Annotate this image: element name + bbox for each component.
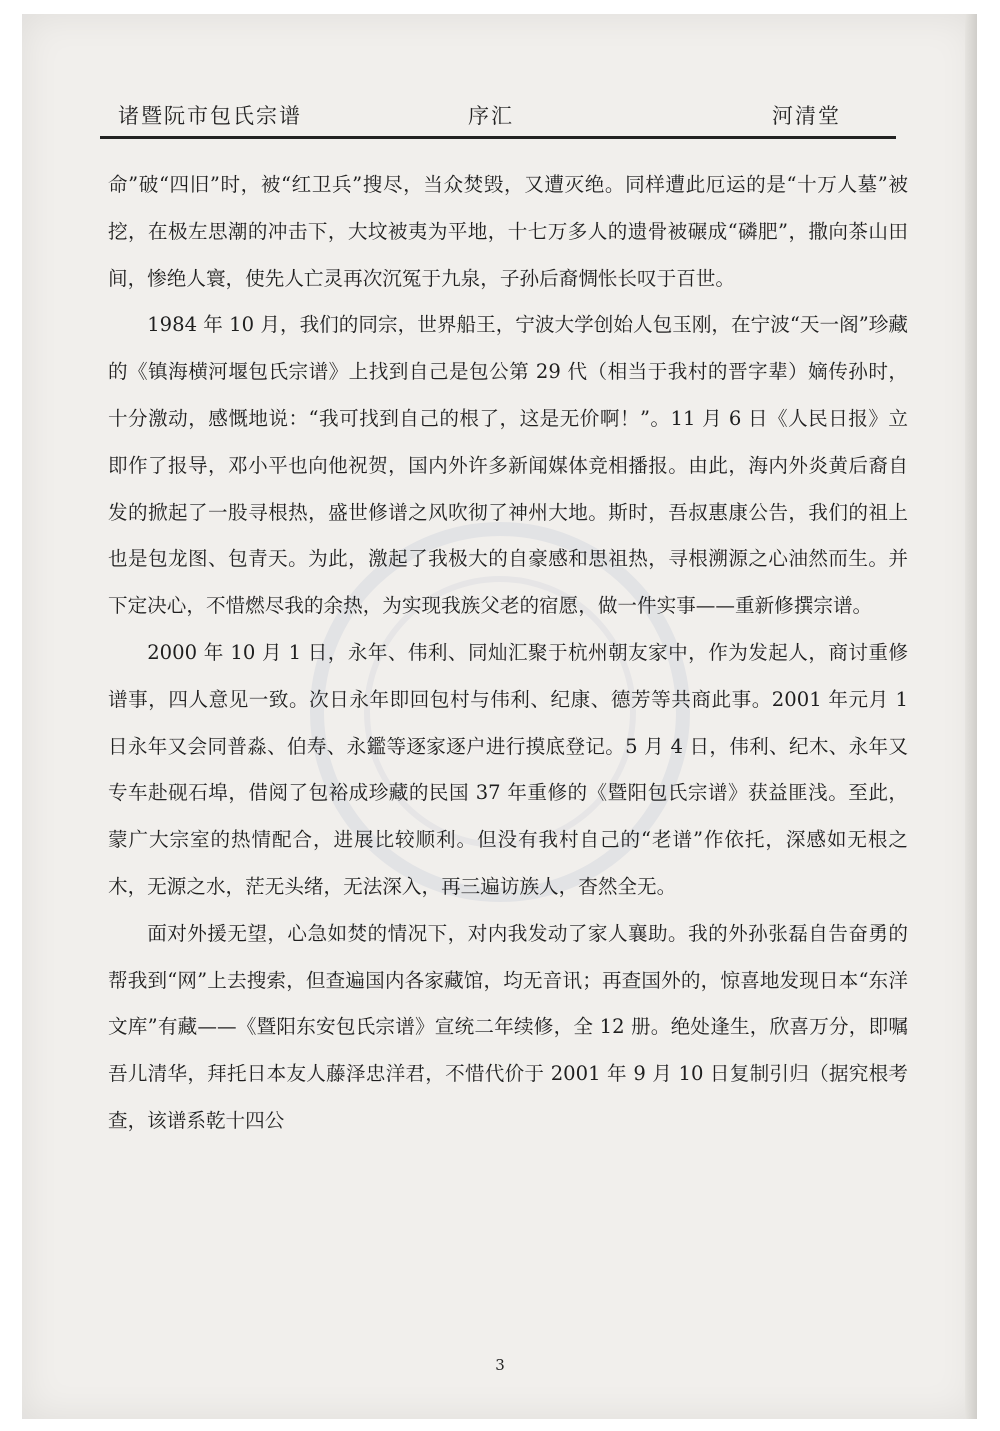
header-book-title: 诸暨阮市包氏宗谱	[118, 104, 302, 128]
page-number: 3	[495, 1356, 505, 1374]
paragraph-2: 1984 年 10 月，我们的同宗，世界船王，宁波大学创始人包玉刚，在宁波“天一阁”珍藏的《镇海横河堰包氏宗谱》上找到自己是包公第 29 代（相当于我村的晋字辈）嫡传孙时，十分激动，感慨地说：“我可找到自己的根了，这是无价啊！”。11 月 6 日《人民日报》立即作了报导，邓小平也向他祝贺，国内外许多新闻媒体竞相播报。由此，海内外炎黄后裔自发的掀起了一股寻根热，盛世修谱之风吹彻了神州大地。斯时，吾叔惠康公告，我们的祖上也是包龙图、包青天。为此，激起了我极大的自豪感和思祖热，寻根溯源之心油然而生。并下定决心，不惜燃尽我的余热，为实现我族父老的宿愿，做一件实事——重新修撰宗谱。	[108, 313, 908, 618]
paragraph-4: 面对外援无望，心急如焚的情况下，对内我发动了家人襄助。我的外孙张磊自告奋勇的帮我到“网”上去搜索，但查遍国内各家藏馆，均无音讯；再查国外的，惊喜地发现日本“东洋文库”有藏——《暨阳东安包氏宗谱》宣统二年续修，全 12 册。绝处逢生，欣喜万分，即嘱吾儿清华，拜托日本友人藤泽忠洋君，不惜代价于 2001 年 9 月 10 日复制引归（据究根考查，该谱系乾十四公	[108, 921, 908, 1132]
paragraph-1: 命”破“四旧”时，被“红卫兵”搜尽，当众焚毁，又遭灭绝。同样遭此厄运的是“十万人墓”被挖，在极左思潮的冲击下，大坟被夷为平地，十七万多人的遗骨被碾成“磷肥”，撒向茶山田间，惨绝人寰，使先人亡灵再次沉冤于九泉，子孙后裔惆怅长叹于百世。	[108, 173, 908, 290]
body-text	[108, 162, 908, 1145]
page-edge-shadow	[965, 14, 977, 1419]
header-section-title: 序汇	[468, 104, 514, 128]
header-hall-name: 河清堂	[772, 104, 841, 128]
paragraph-3: 2000 年 10 月 1 日，永年、伟利、同灿汇聚于杭州朝友家中，作为发起人，商讨重修谱事，四人意见一致。次日永年即回包村与伟利、纪康、德芳等共商此事。2001 年元月 1 日永年又会同普淼、伯寿、永鑑等逐家逐户进行摸底登记。5 月 4 日，伟利、纪木、永年又专车赴砚石埠，借阅了包裕成珍藏的民国 37 年重修的《暨阳包氏宗谱》获益匪浅。至此，蒙广大宗室的热情配合，进展比较顺利。但没有我村自己的“老谱”作依托，深感如无根之木，无源之水，茫无头绪，无法深入，再三遍访族人，杳然全无。	[108, 640, 908, 898]
running-header	[100, 96, 896, 139]
